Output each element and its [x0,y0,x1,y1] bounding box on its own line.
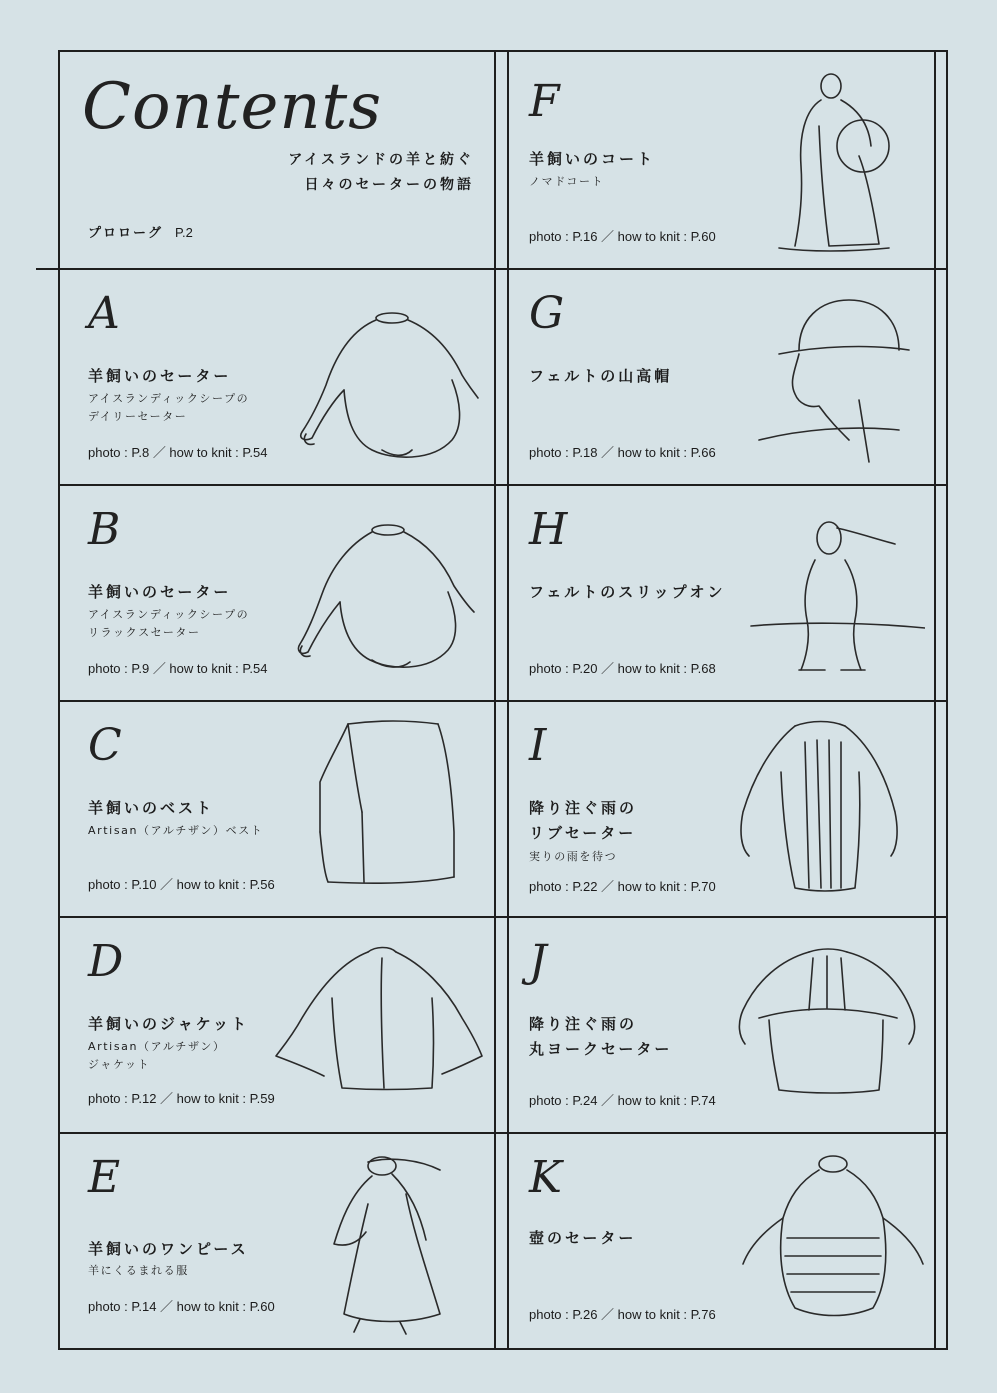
entry-page-ref: photo : P.20 ／ how to knit : P.68 [529,661,716,676]
entry-j[interactable] [509,918,934,1132]
entry-letter: F [529,76,560,127]
entry-subtitle: Artisan（アルチザン）ベスト [88,824,264,837]
entry-title: 羊飼いのセーター [88,583,232,601]
intro-line-1: アイスランドの羊と紡ぐ [288,152,474,168]
entry-title: 降り注ぐ雨の [529,1015,638,1033]
pot-sweater-sketch-icon [739,1148,929,1338]
prologue-page: P.2 [175,225,193,240]
entry-letter: B [88,504,121,555]
entry-d[interactable] [60,918,494,1132]
entry-letter: A [88,288,120,339]
intro-text [254,148,474,198]
entry-title: 羊飼いのジャケット [88,1015,249,1033]
sweater-sketch-icon [292,516,492,696]
page-title: Contents [82,70,383,144]
entry-title: 壺のセーター [529,1229,637,1247]
entry-letter: I [529,720,547,771]
entry-c[interactable] [60,702,494,916]
entry-page-ref: photo : P.12 ／ how to knit : P.59 [88,1091,275,1106]
entry-page-ref: photo : P.16 ／ how to knit : P.60 [529,229,716,244]
entry-letter: D [88,936,124,987]
entry-subtitle: Artisan（アルチザン） [88,1040,226,1053]
entry-letter: C [88,720,122,771]
entry-title: フェルトの山高帽 [529,367,673,385]
rib-sweater-sketch-icon [735,712,905,902]
border-bottom [58,1348,948,1350]
entry-title: フェルトのスリップオン [529,583,726,601]
entry-letter: E [88,1152,121,1203]
entry-i[interactable] [509,702,934,916]
jacket-sketch-icon [272,938,492,1118]
entry-title: 羊飼いのセーター [88,367,232,385]
entry-subtitle: 実りの雨を待つ [529,850,618,863]
entry-title-2: リブセーター [529,824,637,842]
entry-page-ref: photo : P.14 ／ how to knit : P.60 [88,1299,275,1314]
entry-letter: J [529,936,547,987]
entry-g[interactable] [509,270,934,484]
entry-subtitle-2: ジャケット [88,1058,151,1071]
entry-title-2: 丸ヨークセーター [529,1040,673,1058]
entry-page-ref: photo : P.10 ／ how to knit : P.56 [88,877,275,892]
entry-b[interactable] [60,486,494,700]
entry-e[interactable] [60,1134,494,1348]
entry-page-ref: photo : P.26 ／ how to knit : P.76 [529,1307,716,1322]
seated-figure-sketch-icon [745,510,925,690]
coat-figure-sketch-icon [759,66,919,266]
entry-page-ref: photo : P.24 ／ how to knit : P.74 [529,1093,716,1108]
entry-letter: H [529,504,568,555]
entry-letter: G [529,288,565,339]
entry-k[interactable] [509,1134,934,1348]
entry-subtitle-2: リラックスセーター [88,626,201,639]
entry-page-ref: photo : P.8 ／ how to knit : P.54 [88,445,268,460]
prologue-entry[interactable] [88,222,193,241]
dress-figure-sketch-icon [310,1144,470,1344]
intro-line-2: 日々のセーターの物語 [304,177,474,193]
entry-subtitle: ノマドコート [529,175,605,188]
entry-subtitle: 羊にくるまれる服 [88,1264,189,1277]
entry-page-ref: photo : P.9 ／ how to knit : P.54 [88,661,268,676]
entry-title: 羊飼いのコート [529,150,656,168]
entry-letter: K [529,1152,562,1203]
entry-title: 羊飼いのベスト [88,799,215,817]
entry-f[interactable] [509,52,934,268]
entry-title: 降り注ぐ雨の [529,799,638,817]
entry-a[interactable] [60,270,494,484]
yoke-sweater-sketch-icon [731,940,921,1110]
entry-h[interactable] [509,486,934,700]
prologue-label: プロローグ [88,226,164,241]
hat-profile-sketch-icon [739,290,919,470]
entry-title: 羊飼いのワンピース [88,1240,249,1258]
entry-page-ref: photo : P.18 ／ how to knit : P.66 [529,445,716,460]
entry-page-ref: photo : P.22 ／ how to knit : P.70 [529,879,716,894]
entry-subtitle: アイスランディックシープの [88,392,250,405]
entry-subtitle: アイスランディックシープの [88,608,250,621]
sweater-sketch-icon [292,300,492,480]
entry-subtitle-2: デイリーセーター [88,410,188,423]
vest-sketch-icon [308,712,488,902]
